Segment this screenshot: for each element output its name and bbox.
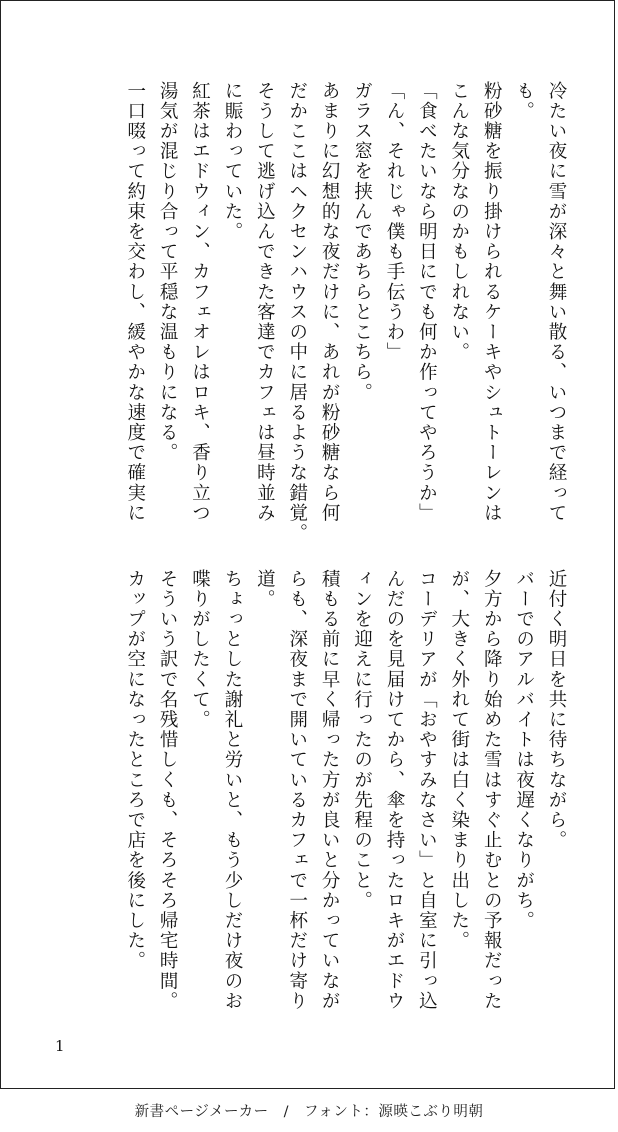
text-line: 一口啜って約束を交わし、緩やかな速度で確実に — [124, 81, 146, 524]
text-line: 「食べたいなら明日にでも何か作ってやろうか」 — [416, 81, 438, 524]
text-line: バーでのアルバイトは夜遅くなりがち。 — [513, 569, 535, 931]
text-line: カップが空になったところで店を後にした。 — [124, 569, 146, 971]
text-line: ィンを迎えに行ったのが先程のこと。 — [351, 569, 373, 911]
text-line: こんな気分なのかもしれない。 — [448, 81, 470, 363]
text-line: 喋りがしたくて。 — [189, 569, 211, 730]
text-line: 湯気が混じり合って平穏な温もりになる。 — [157, 81, 179, 463]
text-line: らも、深夜まで開いているカフェで一杯だけ寄り — [286, 569, 308, 1012]
text-line: が、大きく外れて街は白く染まり出した。 — [448, 569, 470, 951]
text-column-lower — [118, 569, 572, 1012]
footer-credit: 新書ページメーカー / フォント：源暎こぶり明朝 — [134, 1104, 484, 1120]
text-line: だかここはヘクセンハウスの中に居るような錯覚。 — [286, 81, 308, 544]
text-line: コーデリアが「おやすみなさい」と自室に引っ込 — [416, 569, 438, 1012]
text-column-upper — [118, 81, 572, 544]
text-line: に賑わっていた。 — [221, 81, 243, 242]
text-line: 「ん、それじゃ僕も手伝うわ」 — [383, 81, 405, 363]
text-line: 道。 — [254, 569, 276, 610]
text-line: 夕方から降り始めた雪はすぐ止むとの予報だった — [481, 569, 503, 1012]
text-line: そういう訳で名残惜しくも、そろそろ帰宅時間。 — [157, 569, 179, 1012]
text-line: ちょっとした謝礼と労いと、もう少しだけ夜のお — [221, 569, 243, 1012]
text-line: も。 — [513, 81, 535, 122]
text-line: 積もる前に早く帰った方が良いと分かっていなが — [319, 569, 341, 1012]
page-number: 1 — [55, 1037, 65, 1055]
text-line: 近付く明日を共に待ちながら。 — [546, 569, 567, 851]
text-line: あまりに幻想的な夜だけに、あれが粉砂糖なら何 — [319, 81, 341, 524]
text-line: ガラス窓を挟んであちらとこちら。 — [351, 81, 373, 403]
text-line: んだのを見届けてから、傘を持ったロキがエドウ — [383, 569, 405, 1012]
text-line: 冷たい夜に雪が深々と舞い散る、いつまで経って — [546, 81, 567, 524]
text-line: そうして逃げ込んできた客達でカフェは昼時並み — [254, 81, 276, 524]
text-line: 粉砂糖を振り掛けられるケーキやシュトーレンは — [481, 81, 503, 524]
text-line: 紅茶はエドウィン、カフェオレはロキ、香り立つ — [189, 81, 211, 524]
